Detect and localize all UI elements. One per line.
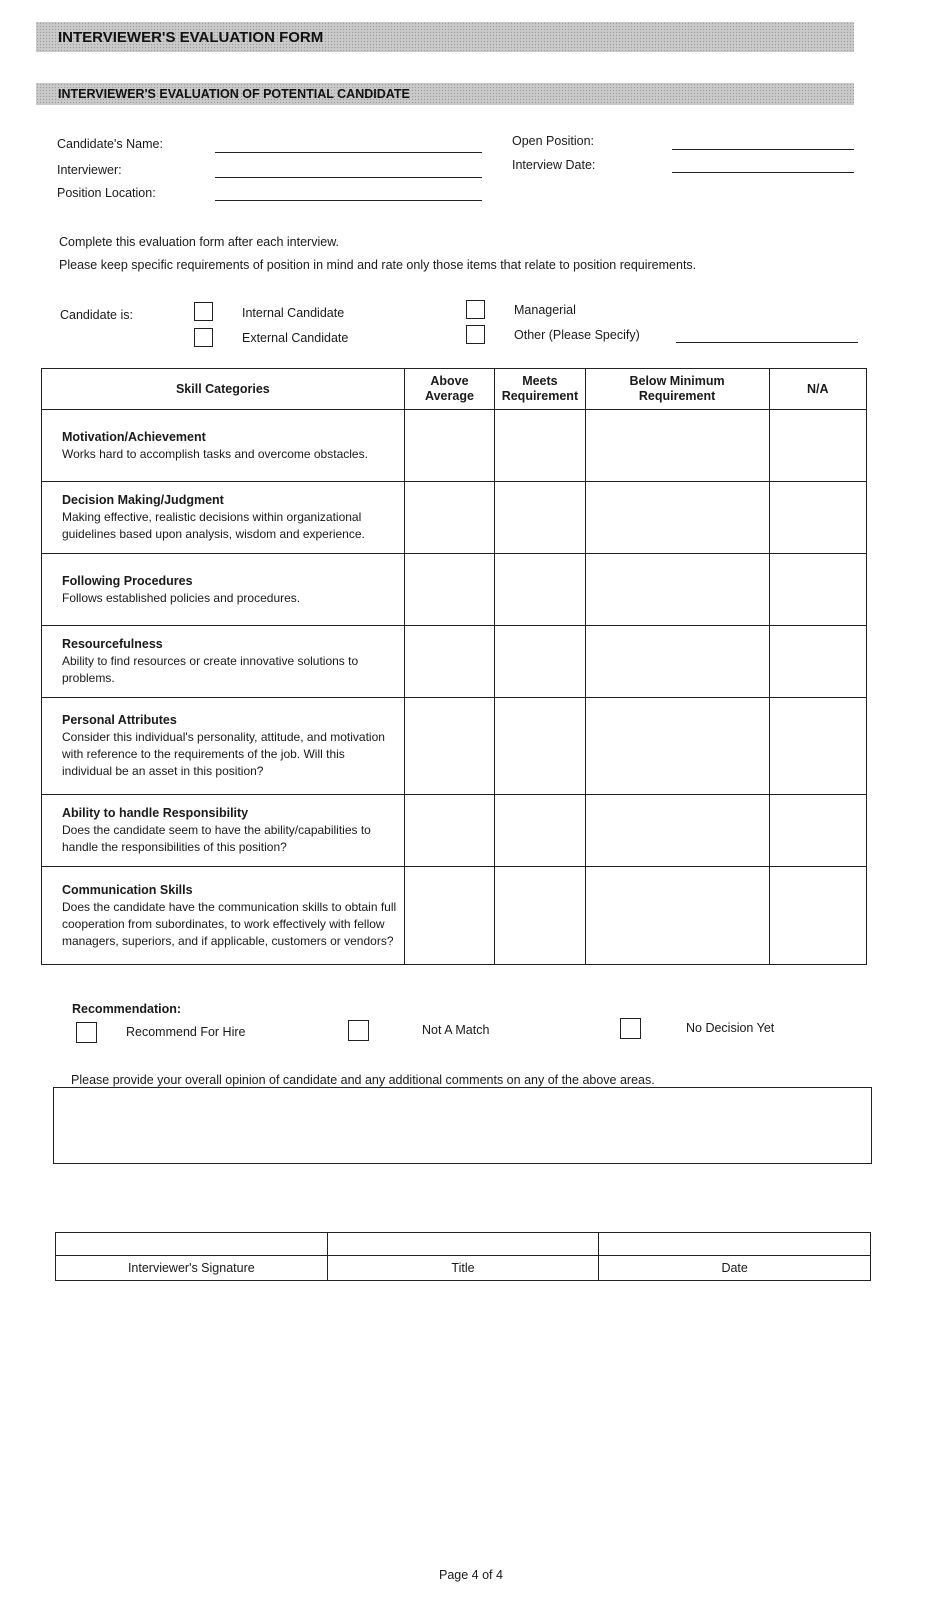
header-na: N/A [769, 369, 866, 410]
rating-cell-above[interactable] [404, 482, 494, 554]
header-above-average [404, 369, 494, 410]
skill-name: Decision Making/Judgment [62, 493, 224, 507]
signature-table [55, 1232, 871, 1281]
rating-cell-na[interactable] [769, 698, 866, 795]
skill-name: Resourcefulness [62, 637, 163, 651]
skill-cell [42, 410, 405, 482]
rating-cell-below[interactable] [585, 698, 769, 795]
skill-cell [42, 626, 405, 698]
not-a-match-label: Not A Match [422, 1023, 490, 1037]
recommend-for-hire-label: Recommend For Hire [126, 1025, 246, 1039]
instruction-line-2: Please keep specific requirements of position in mind and rate only those items that relate to position requirements. [59, 258, 697, 272]
rating-cell-above[interactable] [404, 867, 494, 965]
skill-description: Ability to find resources or create innovative solutions to problems. [62, 654, 359, 685]
header-skill-categories: Skill Categories [42, 369, 405, 410]
skill-cell [42, 698, 405, 795]
section-title-bar [36, 83, 854, 105]
open-position-label: Open Position: [512, 134, 594, 148]
title-field[interactable] [327, 1233, 599, 1256]
signature-label: Interviewer's Signature [56, 1256, 328, 1281]
section-title: INTERVIEWER'S EVALUATION OF POTENTIAL CANDIDATE [58, 87, 410, 101]
interview-date-field[interactable] [672, 172, 854, 173]
position-location-label: Position Location: [57, 186, 156, 200]
skill-description: Does the candidate seem to have the ability/capabilities to handle the responsibilities of this position? [62, 823, 371, 854]
rating-cell-meets[interactable] [495, 795, 585, 867]
no-decision-yet-checkbox[interactable] [620, 1018, 641, 1039]
header-below-minimum [585, 369, 769, 410]
external-candidate-label: External Candidate [242, 331, 349, 345]
rating-cell-meets[interactable] [495, 410, 585, 482]
skill-name: Communication Skills [62, 882, 193, 897]
rating-cell-below[interactable] [585, 554, 769, 626]
skill-description: Making effective, realistic decisions within organizational guidelines based upon analysis, wisdom and experience. [62, 510, 365, 541]
table-row [42, 867, 867, 965]
skill-cell [42, 554, 405, 626]
internal-candidate-checkbox[interactable] [194, 302, 213, 321]
signature-field[interactable] [56, 1233, 328, 1256]
skill-name: Personal Attributes [62, 713, 177, 727]
skill-cell [42, 795, 405, 867]
other-specify-field[interactable] [676, 342, 858, 343]
skill-name: Motivation/Achievement [62, 429, 206, 444]
position-location-field[interactable] [215, 200, 482, 201]
header-below-line1: Below Minimum [629, 374, 725, 388]
table-row [42, 698, 867, 795]
table-row [42, 554, 867, 626]
skill-name: Following Procedures [62, 573, 193, 588]
table-row [42, 795, 867, 867]
header-below-line2: Requirement [638, 389, 716, 403]
skill-description: Does the candidate have the communication skills to obtain full cooperation from subordinates, to work effectively with fellow managers, superiors, and if applicable, customers or vendors? [62, 899, 397, 948]
skill-name: Ability to handle Responsibility [62, 806, 249, 820]
comments-prompt: Please provide your overall opinion of candidate and any additional comments on any of the above areas. [71, 1073, 655, 1087]
rating-cell-above[interactable] [404, 410, 494, 482]
rating-cell-above[interactable] [404, 698, 494, 795]
signature-label-row [56, 1256, 871, 1281]
external-candidate-checkbox[interactable] [194, 328, 213, 347]
rating-cell-meets[interactable] [495, 554, 585, 626]
other-label: Other (Please Specify) [514, 328, 640, 342]
rating-cell-above[interactable] [404, 554, 494, 626]
candidate-name-label: Candidate's Name: [57, 137, 163, 151]
rating-cell-below[interactable] [585, 867, 769, 965]
page-number: Page 4 of 4 [439, 1568, 503, 1582]
date-label: Date [599, 1256, 871, 1281]
skill-description: Consider this individual's personality, attitude, and motivation with reference to the requirements of the job. Will this individual be an asset in this position? [62, 730, 385, 778]
form-title: INTERVIEWER'S EVALUATION FORM [58, 29, 324, 46]
rating-cell-above[interactable] [404, 626, 494, 698]
header-meets-requirement [495, 369, 585, 410]
rating-cell-below[interactable] [585, 626, 769, 698]
rating-cell-below[interactable] [585, 482, 769, 554]
rating-cell-na[interactable] [769, 626, 866, 698]
internal-candidate-label: Internal Candidate [242, 306, 345, 320]
open-position-field[interactable] [672, 149, 854, 150]
rating-cell-meets[interactable] [495, 482, 585, 554]
recommendation-label: Recommendation: [72, 1002, 182, 1016]
interviewer-label: Interviewer: [57, 163, 122, 177]
rating-cell-na[interactable] [769, 867, 866, 965]
table-row [42, 482, 867, 554]
rating-cell-meets[interactable] [495, 698, 585, 795]
recommend-for-hire-checkbox[interactable] [76, 1022, 97, 1043]
header-meets-line2: Requirement [501, 389, 579, 403]
rating-cell-na[interactable] [769, 410, 866, 482]
skill-cell [42, 482, 405, 554]
interviewer-field[interactable] [215, 177, 482, 178]
date-field[interactable] [599, 1233, 871, 1256]
interview-date-label: Interview Date: [512, 158, 596, 172]
rating-cell-na[interactable] [769, 795, 866, 867]
rating-cell-above[interactable] [404, 795, 494, 867]
skills-header-row [42, 369, 867, 410]
header-above-line1: Above [430, 374, 469, 388]
table-row [42, 410, 867, 482]
title-label: Title [327, 1256, 599, 1281]
rating-cell-na[interactable] [769, 482, 866, 554]
not-a-match-checkbox[interactable] [348, 1020, 369, 1041]
rating-cell-below[interactable] [585, 795, 769, 867]
instruction-line-1: Complete this evaluation form after each interview. [59, 235, 339, 249]
no-decision-yet-label: No Decision Yet [686, 1021, 775, 1035]
candidate-name-field[interactable] [215, 152, 482, 153]
form-title-bar [36, 22, 854, 52]
managerial-label: Managerial [514, 303, 576, 317]
signature-blank-row [56, 1233, 871, 1256]
skill-cell [42, 867, 405, 965]
rating-cell-meets[interactable] [495, 867, 585, 965]
rating-cell-below[interactable] [585, 410, 769, 482]
rating-cell-meets[interactable] [495, 626, 585, 698]
skills-table [41, 368, 867, 965]
table-row [42, 626, 867, 698]
rating-cell-na[interactable] [769, 554, 866, 626]
skill-description: Works hard to accomplish tasks and overcome obstacles. [62, 446, 368, 461]
candidate-is-label: Candidate is: [60, 308, 133, 322]
skill-description: Follows established policies and procedures. [62, 590, 301, 605]
other-checkbox[interactable] [466, 325, 485, 344]
header-meets-line1: Meets [522, 374, 558, 388]
header-above-line2: Average [425, 389, 474, 403]
comments-textarea[interactable] [53, 1087, 872, 1164]
managerial-checkbox[interactable] [466, 300, 485, 319]
